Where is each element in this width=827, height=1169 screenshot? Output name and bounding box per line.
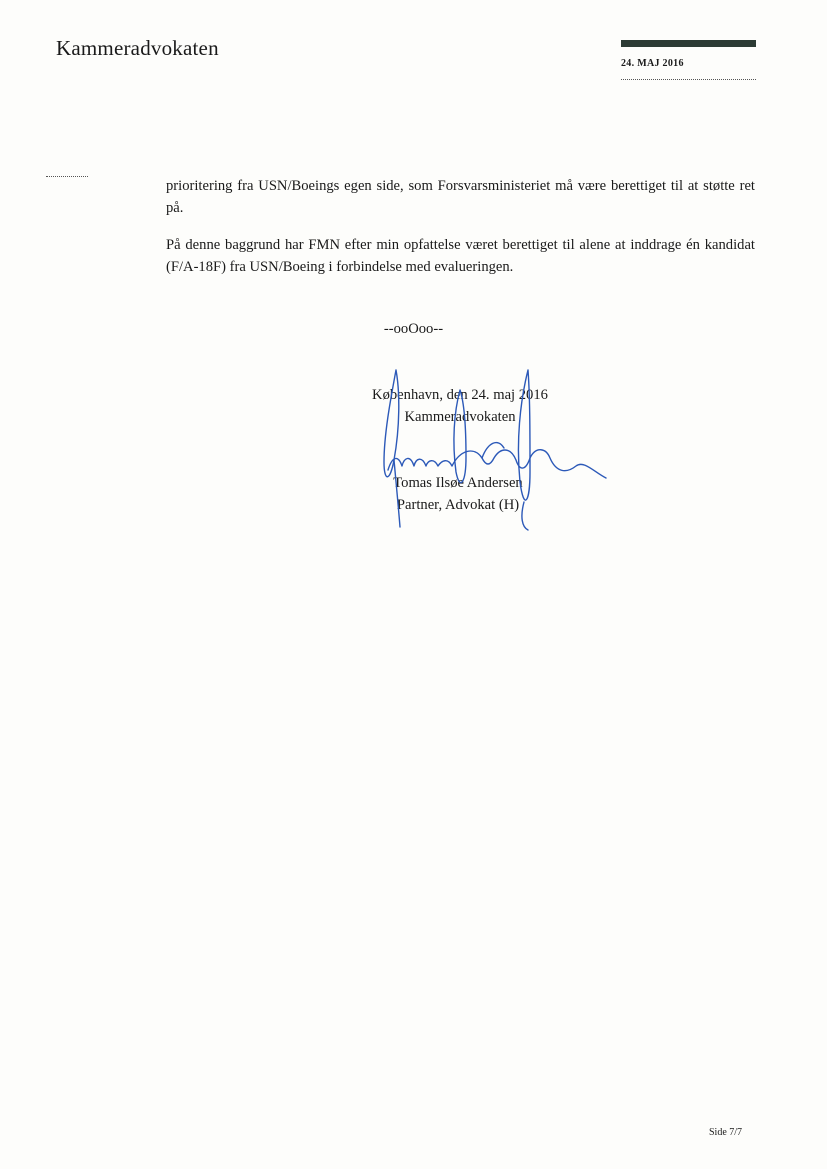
handwritten-signature (370, 362, 610, 532)
section-divider: --ooOoo-- (383, 321, 444, 337)
signature-firm: Kammeradvokaten (404, 409, 516, 425)
signer-name: Tomas Ilsøe Andersen (393, 475, 523, 491)
paragraph: prioritering fra USN/Boeings egen side, som Forsvarsministeriet må være berettiget til at støtte ret på. (166, 178, 755, 216)
body-text (166, 175, 755, 293)
header-bar (621, 40, 756, 47)
document-date: 24. MAJ 2016 (621, 58, 684, 69)
firm-logo: Kammeradvokaten (56, 36, 219, 60)
paragraph: På denne baggrund har FMN efter min opfattelse været berettiget til alene at inddrage én kandidat (F/A-18F) fra USN/Boeing i forbindelse med evalueringen. (166, 237, 755, 275)
date-underline (621, 79, 756, 80)
page-number: Side 7/7 (709, 1127, 743, 1138)
place-date: København, den 24. maj 2016 (372, 387, 548, 403)
signer-title: Partner, Advokat (H) (396, 497, 520, 513)
margin-rule (46, 176, 88, 177)
